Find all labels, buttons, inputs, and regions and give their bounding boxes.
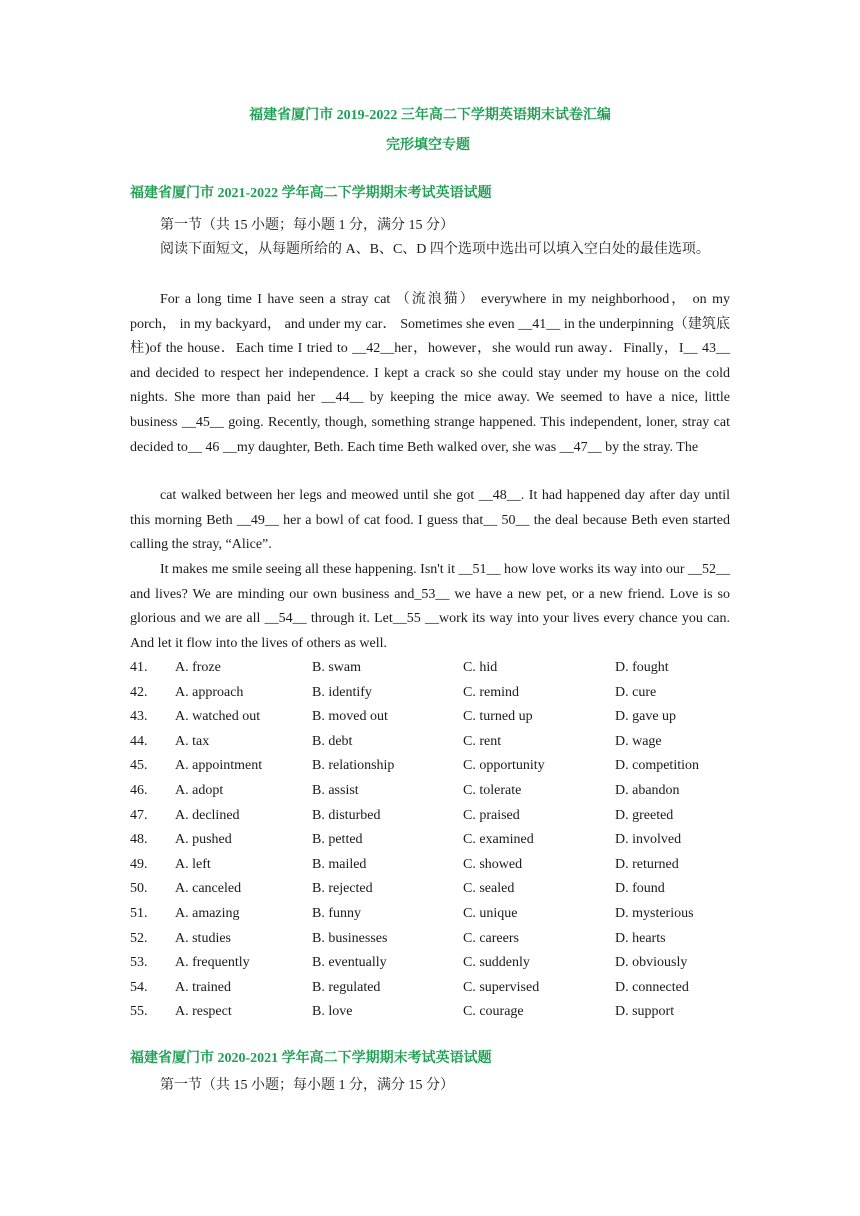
option-b: B. rejected <box>312 881 373 897</box>
question-row <box>130 681 750 706</box>
option-b: B. funny <box>312 905 361 921</box>
option-b: B. eventually <box>312 955 387 971</box>
option-c: C. praised <box>463 807 520 823</box>
option-c: C. tolerate <box>463 782 522 798</box>
option-a: A. pushed <box>175 832 232 848</box>
option-d: D. involved <box>615 832 682 848</box>
option-a: A. watched out <box>175 709 261 725</box>
option-b: B. swam <box>312 660 361 675</box>
option-c: C. unique <box>463 905 518 921</box>
option-a: A. appointment <box>175 758 263 774</box>
question-number: 46. <box>130 782 148 798</box>
option-a: A. approach <box>175 684 244 700</box>
option-d: D. hearts <box>615 930 666 946</box>
option-d: D. support <box>615 1004 675 1020</box>
option-b: B. identify <box>312 684 372 700</box>
option-a: A. amazing <box>175 905 240 921</box>
question-row <box>130 730 750 755</box>
option-d: D. gave up <box>615 709 677 725</box>
option-b: B. relationship <box>312 758 395 774</box>
option-c: C. suddenly <box>463 955 530 971</box>
question-row <box>130 656 750 681</box>
option-c: C. sealed <box>463 881 515 897</box>
question-row <box>130 754 750 779</box>
option-b: B. love <box>312 1004 353 1020</box>
option-a: A. left <box>175 856 211 872</box>
passage-paragraph: cat walked between her legs and meowed until she got __48__. It had happened day after day until this morning Beth __49__ her a bowl of cat food. I guess that__ 50__ the deal because Beth even started calling the stray, “Alice”. <box>130 488 730 553</box>
option-d: D. cure <box>615 684 657 700</box>
question-number: 41. <box>130 660 148 675</box>
option-b: B. debt <box>312 733 353 749</box>
option-d: D. connected <box>615 979 689 995</box>
option-c: C. courage <box>463 1004 524 1020</box>
question-number: 49. <box>130 856 148 872</box>
option-b: B. businesses <box>312 930 388 946</box>
question-number: 48. <box>130 832 148 848</box>
question-number: 44. <box>130 733 148 749</box>
option-c: C. opportunity <box>463 758 545 774</box>
option-a: A. frequently <box>175 955 250 971</box>
option-c: C. examined <box>463 832 534 848</box>
question-row <box>130 828 750 853</box>
question-row <box>130 853 750 878</box>
question-number: 42. <box>130 684 148 700</box>
option-d: D. greeted <box>615 807 674 823</box>
question-row <box>130 927 750 952</box>
option-c: C. remind <box>463 684 519 700</box>
option-c: C. rent <box>463 733 502 749</box>
option-a: A. froze <box>175 660 221 675</box>
option-a: A. tax <box>175 733 210 749</box>
option-d: D. mysterious <box>615 905 694 921</box>
instruction-text: 阅读下面短文，从每题所给的 A、B、C、D 四个选项中选出可以填入空白处的最佳选项。 <box>160 242 710 257</box>
question-number: 50. <box>130 881 148 897</box>
option-d: D. obviously <box>615 955 688 971</box>
option-a: A. canceled <box>175 881 242 897</box>
question-number: 47. <box>130 807 148 823</box>
option-a: A. declined <box>175 807 240 823</box>
question-row <box>130 951 750 976</box>
question-number: 55. <box>130 1004 148 1020</box>
section-subheading: 第一节（共 15 小题；每小题 1 分，满分 15 分） <box>160 218 454 233</box>
option-d: D. competition <box>615 758 699 774</box>
option-c: C. hid <box>463 660 498 675</box>
option-a: A. trained <box>175 979 231 995</box>
document-title: 福建省厦门市 2019-2022 三年高二下学期英语期末试卷汇编 <box>249 108 611 123</box>
question-row <box>130 1000 750 1025</box>
question-number: 43. <box>130 709 148 725</box>
section-subheading: 第一节（共 15 小题；每小题 1 分，满分 15 分） <box>160 1078 454 1093</box>
passage-paragraph: For a long time I have seen a stray cat （流浪猫） everywhere in my neighborhood， on my porch， in my backyard， and under my car． Sometimes she even __41__ in the underpinning（建筑底柱)of the house．Each time I tried to __42__her，however，she would run away．Finally，I__ 43__ and decided to respect her independence. I kept a crack so she could stay under my house on the cold nights. She more than paid her __44__ by keeping the mice away. We seemed to have a nice, little business __45__ going. Recently, though, something strange happened. This independent, loner, stray cat decided to__ 46 __my daughter, Beth. Each time Beth walked over, she was __47__ by the stray. The <box>130 292 730 455</box>
question-row <box>130 976 750 1001</box>
question-number: 53. <box>130 955 148 971</box>
section-heading-2020-2021: 福建省厦门市 2020-2021 学年高二下学期期末考试英语试题 <box>130 1051 492 1066</box>
option-b: B. assist <box>312 782 359 798</box>
option-b: B. regulated <box>312 979 381 995</box>
section-heading-2021-2022: 福建省厦门市 2021-2022 学年高二下学期期末考试英语试题 <box>130 186 492 201</box>
option-b: B. disturbed <box>312 807 381 823</box>
option-c: C. showed <box>463 856 523 872</box>
option-b: B. petted <box>312 832 363 848</box>
option-d: D. wage <box>615 733 662 749</box>
option-d: D. abandon <box>615 782 680 798</box>
question-number: 45. <box>130 758 148 774</box>
option-a: A. adopt <box>175 782 224 798</box>
option-c: C. turned up <box>463 709 533 725</box>
option-d: D. returned <box>615 856 679 872</box>
document-subtitle: 完形填空专题 <box>386 138 470 153</box>
question-row <box>130 877 750 902</box>
passage-paragraph: It makes me smile seeing all these happening. Isn't it __51__ how love works its way into our __52__ and lives? We are minding our own business and_53__ we have a new pet, or a new friend. Love is so glorious and we are all __54__ through it. Let__55 __work its way into your lives every chance you can. And let it flow into the lives of others as well. <box>130 562 730 651</box>
option-d: D. found <box>615 881 665 897</box>
option-a: A. studies <box>175 930 231 946</box>
option-c: C. supervised <box>463 979 540 995</box>
option-d: D. fought <box>615 660 669 675</box>
question-number: 54. <box>130 979 148 995</box>
question-row <box>130 779 750 804</box>
option-c: C. careers <box>463 930 519 946</box>
question-number: 52. <box>130 930 148 946</box>
option-b: B. mailed <box>312 856 367 872</box>
question-number: 51. <box>130 905 148 921</box>
question-row <box>130 705 750 730</box>
options-table <box>130 656 750 1025</box>
question-row <box>130 804 750 829</box>
option-b: B. moved out <box>312 709 388 725</box>
question-row <box>130 902 750 927</box>
option-a: A. respect <box>175 1004 232 1020</box>
